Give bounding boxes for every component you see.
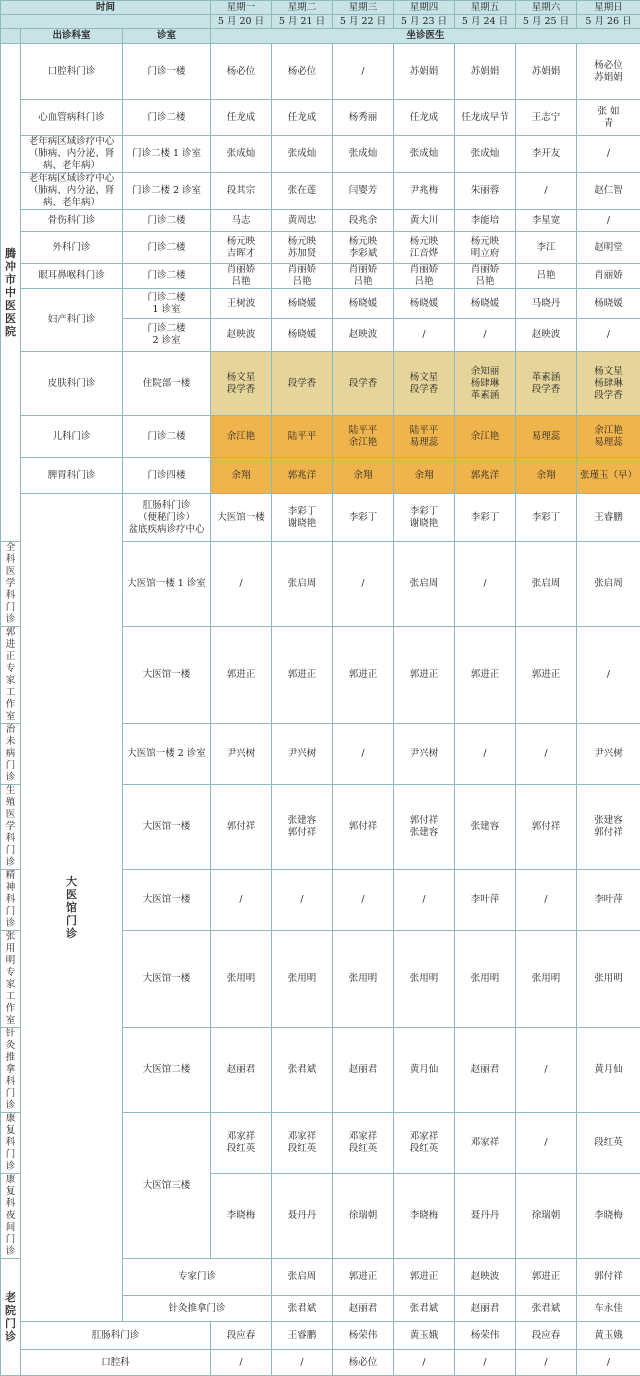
dept-cell: 骨伤科门诊 bbox=[21, 210, 123, 232]
doctor-cell: 黄月仙 bbox=[394, 1028, 455, 1113]
doctor-cell: 余江艳 bbox=[455, 416, 516, 458]
doctor-cell: 尹兴树 bbox=[394, 724, 455, 785]
doctor-cell: 邓家祥 段红英 bbox=[272, 1113, 333, 1174]
doctor-cell: / bbox=[211, 542, 272, 627]
doctor-column-header: 坐诊医生 bbox=[211, 29, 640, 44]
room-cell: 门诊一楼 bbox=[123, 44, 211, 100]
doctor-cell: 李叶萍 bbox=[577, 870, 640, 931]
dept-cell: 专家门诊 bbox=[123, 1259, 272, 1296]
doctor-cell: 张君斌 bbox=[516, 1296, 577, 1322]
doctor-cell: 肖丽娇 吕艳 bbox=[333, 264, 394, 289]
doctor-cell: / bbox=[333, 724, 394, 785]
schedule-row bbox=[1, 44, 640, 100]
doctor-cell: 赵丽君 bbox=[333, 1296, 394, 1322]
dept-cell: 郭进正专家工作室 bbox=[1, 627, 21, 724]
doctor-cell: 马志 bbox=[211, 210, 272, 232]
doctor-cell: 杨晓媛 bbox=[272, 289, 333, 319]
doctor-cell: 尹兴树 bbox=[577, 724, 640, 785]
doctor-cell: / bbox=[516, 1350, 577, 1376]
group-label-text: 腾冲市中医医院 bbox=[5, 247, 17, 338]
doctor-cell: 马晓丹 bbox=[516, 289, 577, 319]
doctor-cell: 李开友 bbox=[516, 136, 577, 173]
room-cell: 门诊二楼 1 诊室 bbox=[123, 136, 211, 173]
doctor-cell: 余翔 bbox=[333, 458, 394, 494]
doctor-cell: 苏娟娟 bbox=[455, 44, 516, 100]
doctor-cell: 黄大川 bbox=[394, 210, 455, 232]
group-label-text: 老院门诊 bbox=[5, 1291, 17, 1343]
doctor-cell: 张用明 bbox=[394, 931, 455, 1028]
schedule-row bbox=[1, 232, 640, 264]
doctor-cell: 朱丽蓉 bbox=[455, 173, 516, 210]
dept-cell: 心血管病科门诊 bbox=[21, 100, 123, 136]
doctor-cell: 黄玉娥 bbox=[577, 1322, 640, 1350]
doctor-cell: 余知丽 杨肆琳 革素涵 bbox=[455, 352, 516, 416]
doctor-cell: 余江艳 bbox=[211, 416, 272, 458]
doctor-cell: 杨元映 苏加贤 bbox=[272, 232, 333, 264]
doctor-cell: 肖丽娇 吕艳 bbox=[455, 264, 516, 289]
doctor-cell: 黄周忠 bbox=[272, 210, 333, 232]
header-blank bbox=[1, 15, 211, 29]
dept-cell: 针灸推拿科门诊 bbox=[1, 1028, 21, 1113]
doctor-cell: 张启周 bbox=[272, 1259, 333, 1296]
doctor-cell: 王睿鹏 bbox=[577, 494, 640, 542]
doctor-cell: / bbox=[577, 1350, 640, 1376]
doctor-cell: 张君斌 bbox=[272, 1028, 333, 1113]
doctor-cell: 张成灿 bbox=[394, 136, 455, 173]
doctor-cell: 苏娟娟 bbox=[516, 44, 577, 100]
doctor-cell: 段应春 bbox=[516, 1322, 577, 1350]
dept-cell: 肛肠科门诊 bbox=[21, 1322, 211, 1350]
day-name-5: 星期五 bbox=[455, 1, 516, 15]
doctor-cell: 张启周 bbox=[394, 542, 455, 627]
doctor-cell: / bbox=[516, 1113, 577, 1174]
dept-cell: 老年病区域诊疗中心 （肺病、内分泌、肾病、老年病） bbox=[21, 173, 123, 210]
room-cell: 大医馆二楼 bbox=[123, 1028, 211, 1113]
doctor-cell: 段其宗 bbox=[211, 173, 272, 210]
schedule-row bbox=[1, 1322, 640, 1350]
group-label bbox=[1, 44, 21, 542]
room-cell: 门诊二楼 2 诊室 bbox=[123, 173, 211, 210]
doctor-cell: 郭进正 bbox=[272, 627, 333, 724]
doctor-cell: / bbox=[455, 319, 516, 352]
day-date-2: 5 月 21 日 bbox=[272, 15, 333, 29]
doctor-cell: 李叶萍 bbox=[455, 870, 516, 931]
doctor-cell: 段兆余 bbox=[333, 210, 394, 232]
doctor-cell: 任龙成 bbox=[394, 100, 455, 136]
doctor-cell: 张成灿 bbox=[455, 136, 516, 173]
doctor-cell: 李彩丁 谢晓艳 bbox=[394, 494, 455, 542]
schedule-row bbox=[1, 416, 640, 458]
doctor-cell: / bbox=[211, 1350, 272, 1376]
room-cell: 门诊二楼 bbox=[123, 210, 211, 232]
group-label bbox=[21, 494, 123, 1322]
doctor-cell: 张用明 bbox=[577, 931, 640, 1028]
dept-cell: 皮肤科门诊 bbox=[21, 352, 123, 416]
doctor-cell: 徐瑞朝 bbox=[516, 1174, 577, 1259]
doctor-cell: 陆平平 余江艳 bbox=[333, 416, 394, 458]
doctor-cell: 余翔 bbox=[516, 458, 577, 494]
doctor-cell: 赵丽君 bbox=[455, 1296, 516, 1322]
doctor-cell: 张用明 bbox=[455, 931, 516, 1028]
doctor-cell: 段学香 bbox=[333, 352, 394, 416]
room-cell: 门诊四楼 bbox=[123, 458, 211, 494]
doctor-cell: 聂丹丹 bbox=[272, 1174, 333, 1259]
doctor-cell: / bbox=[333, 870, 394, 931]
room-cell: 门诊二楼 bbox=[123, 264, 211, 289]
doctor-cell: / bbox=[577, 319, 640, 352]
doctor-cell: 郭付祥 bbox=[577, 1259, 640, 1296]
room-cell: 大医馆一楼 bbox=[123, 785, 211, 870]
doctor-cell: 苏娟娟 bbox=[394, 44, 455, 100]
doctor-cell: 段红英 bbox=[577, 1113, 640, 1174]
day-date-4: 5 月 23 日 bbox=[394, 15, 455, 29]
day-name-6: 星期六 bbox=[516, 1, 577, 15]
schedule-row bbox=[1, 210, 640, 232]
doctor-cell: 张在莲 bbox=[272, 173, 333, 210]
doctor-cell: 郭进正 bbox=[516, 1259, 577, 1296]
header-days-row bbox=[1, 1, 640, 15]
day-name-4: 星期四 bbox=[394, 1, 455, 15]
doctor-cell: / bbox=[455, 542, 516, 627]
room-cell: 大医馆一楼 bbox=[123, 870, 211, 931]
day-name-3: 星期三 bbox=[333, 1, 394, 15]
doctor-cell: 杨晓媛 bbox=[272, 319, 333, 352]
doctor-cell: 张瑾玉（早） bbox=[577, 458, 640, 494]
room-cell: 大医馆一楼 bbox=[123, 931, 211, 1028]
dept-cell: 康复科夜间门诊 bbox=[1, 1174, 21, 1259]
room-cell: 门诊二楼 bbox=[123, 232, 211, 264]
dept-cell: 生殖医学科门诊 bbox=[1, 785, 21, 870]
doctor-cell: 杨必位 苏娟娟 bbox=[577, 44, 640, 100]
schedule-row bbox=[1, 100, 640, 136]
doctor-cell: 肖丽娇 bbox=[577, 264, 640, 289]
doctor-cell: 赵丽君 bbox=[333, 1028, 394, 1113]
dept-cell: 针灸推拿门诊 bbox=[123, 1296, 272, 1322]
doctor-cell: 车永佳 bbox=[577, 1296, 640, 1322]
doctor-cell: 尹兴树 bbox=[211, 724, 272, 785]
doctor-cell: 李江 bbox=[516, 232, 577, 264]
dept-cell: 眼耳鼻喉科门诊 bbox=[21, 264, 123, 289]
schedule-row bbox=[1, 136, 640, 173]
doctor-cell: 郭兆洋 bbox=[455, 458, 516, 494]
doctor-cell: 郭付祥 bbox=[211, 785, 272, 870]
doctor-cell: / bbox=[272, 1350, 333, 1376]
dept-cell: 脾胃科门诊 bbox=[21, 458, 123, 494]
day-name-1: 星期一 bbox=[211, 1, 272, 15]
doctor-cell: 闫婴芳 bbox=[333, 173, 394, 210]
room-cell: 大医馆一楼 bbox=[123, 627, 211, 724]
dept-cell: 口腔科门诊 bbox=[21, 44, 123, 100]
doctor-cell: 余翔 bbox=[211, 458, 272, 494]
group-label bbox=[1, 1259, 21, 1376]
doctor-cell: 陆平平 易理蕊 bbox=[394, 416, 455, 458]
doctor-cell: 张用明 bbox=[272, 931, 333, 1028]
dept-column-header: 出诊科室 bbox=[21, 29, 123, 44]
doctor-cell: / bbox=[516, 1028, 577, 1113]
doctor-cell: / bbox=[516, 173, 577, 210]
doctor-cell: / bbox=[516, 870, 577, 931]
doctor-cell: 郭付祥 bbox=[333, 785, 394, 870]
doctor-cell: / bbox=[394, 319, 455, 352]
day-date-1: 5 月 20 日 bbox=[211, 15, 272, 29]
doctor-cell: 段应春 bbox=[211, 1322, 272, 1350]
room-column-header: 诊室 bbox=[123, 29, 211, 44]
doctor-cell: 邓家祥 bbox=[455, 1113, 516, 1174]
doctor-cell: 郭付祥 张建容 bbox=[394, 785, 455, 870]
doctor-cell: 张建容 bbox=[455, 785, 516, 870]
dept-cell: 口腔科 bbox=[21, 1350, 211, 1376]
doctor-cell: 赵仁智 bbox=[577, 173, 640, 210]
doctor-cell: 余江艳 易理蕊 bbox=[577, 416, 640, 458]
doctor-cell: 张成灿 bbox=[333, 136, 394, 173]
doctor-cell: / bbox=[333, 542, 394, 627]
doctor-cell: 杨秀丽 bbox=[333, 100, 394, 136]
doctor-cell: 邓家祥 段红英 bbox=[333, 1113, 394, 1174]
schedule-row bbox=[1, 264, 640, 289]
dept-cell: 张用明专家工作室 bbox=[1, 931, 21, 1028]
schedule-row bbox=[1, 289, 640, 319]
doctor-cell: 张启周 bbox=[272, 542, 333, 627]
doctor-cell: 肖丽娇 吕艳 bbox=[272, 264, 333, 289]
dept-cell: 精神科门诊 bbox=[1, 870, 21, 931]
doctor-cell: 李能培 bbox=[455, 210, 516, 232]
schedule-row bbox=[1, 173, 640, 210]
doctor-cell: 张用明 bbox=[333, 931, 394, 1028]
dept-cell: 肛肠科门诊 （便秘门诊） 盆底疾病诊疗中心 bbox=[123, 494, 211, 542]
doctor-cell: 郭进正 bbox=[394, 1259, 455, 1296]
doctor-cell: 李晓梅 bbox=[577, 1174, 640, 1259]
dept-cell: 老年病区域诊疗中心 （肺病、内分泌、肾病、老年病） bbox=[21, 136, 123, 173]
day-name-2: 星期二 bbox=[272, 1, 333, 15]
room-cell: 大医馆三楼 bbox=[123, 1113, 211, 1259]
doctor-cell: 王睿鹏 bbox=[272, 1322, 333, 1350]
doctor-cell: / bbox=[455, 1350, 516, 1376]
doctor-cell: 余翔 bbox=[394, 458, 455, 494]
doctor-cell: 段学香 bbox=[272, 352, 333, 416]
doctor-cell: 邓家祥 段红英 bbox=[211, 1113, 272, 1174]
schedule-row bbox=[1, 1350, 640, 1376]
doctor-cell: 赵映波 bbox=[516, 319, 577, 352]
doctor-cell: 尹兆梅 bbox=[394, 173, 455, 210]
doctor-cell: 张用明 bbox=[516, 931, 577, 1028]
doctor-cell: / bbox=[577, 210, 640, 232]
doctor-cell: 杨荣伟 bbox=[333, 1322, 394, 1350]
doctor-cell: 郭进正 bbox=[394, 627, 455, 724]
doctor-cell: 邓家祥 段红英 bbox=[394, 1113, 455, 1174]
header-columns-row bbox=[1, 29, 640, 44]
doctor-cell: 肖丽娇 吕艳 bbox=[394, 264, 455, 289]
room-cell: 大医馆一楼 1 诊室 bbox=[123, 542, 211, 627]
day-date-5: 5 月 24 日 bbox=[455, 15, 516, 29]
doctor-cell: 张建容 郭付祥 bbox=[272, 785, 333, 870]
doctor-cell: 王树波 bbox=[211, 289, 272, 319]
schedule-row bbox=[1, 494, 640, 542]
doctor-cell: 郭进正 bbox=[211, 627, 272, 724]
doctor-cell: 杨晓媛 bbox=[333, 289, 394, 319]
doctor-cell: 杨元映 李彩斌 bbox=[333, 232, 394, 264]
doctor-cell: / bbox=[394, 870, 455, 931]
room-cell: 大医馆一楼 bbox=[211, 494, 272, 542]
doctor-cell: 张建容 郭付祥 bbox=[577, 785, 640, 870]
doctor-cell: 张用明 bbox=[211, 931, 272, 1028]
doctor-cell: / bbox=[455, 724, 516, 785]
room-cell: 门诊二楼 bbox=[123, 100, 211, 136]
doctor-cell: / bbox=[272, 870, 333, 931]
doctor-cell: 赵丽君 bbox=[211, 1028, 272, 1113]
doctor-cell: 李晓梅 bbox=[394, 1174, 455, 1259]
doctor-cell: 杨文星 杨肆琳 段学香 bbox=[577, 352, 640, 416]
room-cell: 门诊二楼 2 诊室 bbox=[123, 319, 211, 352]
doctor-cell: 徐瑞朝 bbox=[333, 1174, 394, 1259]
doctor-cell: 王志宁 bbox=[516, 100, 577, 136]
schedule-row bbox=[1, 458, 640, 494]
doctor-cell: 杨晓媛 bbox=[394, 289, 455, 319]
room-cell: 住院部一楼 bbox=[123, 352, 211, 416]
doctor-cell: 杨晓媛 bbox=[455, 289, 516, 319]
doctor-cell: 李彩丁 bbox=[516, 494, 577, 542]
room-cell: 门诊二楼 bbox=[123, 416, 211, 458]
day-date-6: 5 月 25 日 bbox=[516, 15, 577, 29]
doctor-cell: 杨元映 明立府 bbox=[455, 232, 516, 264]
doctor-cell: / bbox=[333, 44, 394, 100]
doctor-cell: 杨元映 江音烨 bbox=[394, 232, 455, 264]
doctor-cell: 郭进正 bbox=[333, 627, 394, 724]
doctor-cell: 张启周 bbox=[577, 542, 640, 627]
doctor-cell: / bbox=[577, 136, 640, 173]
day-date-7: 5 月 26 日 bbox=[577, 15, 640, 29]
doctor-cell: 肖丽娇 吕艳 bbox=[211, 264, 272, 289]
doctor-cell: 张君斌 bbox=[394, 1296, 455, 1322]
doctor-cell: 任龙成 bbox=[272, 100, 333, 136]
doctor-cell: 黄月仙 bbox=[577, 1028, 640, 1113]
doctor-cell: 吕艳 bbox=[516, 264, 577, 289]
doctor-cell: 聂丹丹 bbox=[455, 1174, 516, 1259]
doctor-cell: 陆平平 bbox=[272, 416, 333, 458]
schedule-row bbox=[1, 352, 640, 416]
doctor-cell: 李彩丁 bbox=[455, 494, 516, 542]
doctor-cell: 郭兆洋 bbox=[272, 458, 333, 494]
doctor-cell: / bbox=[577, 627, 640, 724]
doctor-cell: 尹兴树 bbox=[272, 724, 333, 785]
doctor-cell: 杨文星 段学香 bbox=[211, 352, 272, 416]
day-date-3: 5 月 22 日 bbox=[333, 15, 394, 29]
doctor-cell: 李彩丁 谢晓艳 bbox=[272, 494, 333, 542]
doctor-cell: 杨荣伟 bbox=[455, 1322, 516, 1350]
dept-cell: 妇产科门诊 bbox=[21, 289, 123, 352]
doctor-cell: 杨必位 bbox=[211, 44, 272, 100]
doctor-cell: 张成灿 bbox=[211, 136, 272, 173]
doctor-cell: / bbox=[211, 870, 272, 931]
doctor-cell: 任龙成早节 bbox=[455, 100, 516, 136]
doctor-cell: 赵映波 bbox=[333, 319, 394, 352]
header-dates-row bbox=[1, 15, 640, 29]
doctor-cell: 杨晓媛 bbox=[577, 289, 640, 319]
doctor-cell: 张君斌 bbox=[272, 1296, 333, 1322]
dept-cell: 康复科门诊 bbox=[1, 1113, 21, 1174]
doctor-cell: 张成灿 bbox=[272, 136, 333, 173]
dept-cell: 全科医学科门诊 bbox=[1, 542, 21, 627]
doctor-cell: 郭进正 bbox=[333, 1259, 394, 1296]
dept-cell: 治未病门诊 bbox=[1, 724, 21, 785]
room-cell: 门诊二楼 1 诊室 bbox=[123, 289, 211, 319]
doctor-cell: 革素涵 段学香 bbox=[516, 352, 577, 416]
room-cell: 大医馆一楼 2 诊室 bbox=[123, 724, 211, 785]
header-corner bbox=[1, 29, 21, 44]
doctor-cell: 赵明堂 bbox=[577, 232, 640, 264]
doctor-cell: / bbox=[394, 1350, 455, 1376]
doctor-cell: 张 如 青 bbox=[577, 100, 640, 136]
doctor-cell: 李星宽 bbox=[516, 210, 577, 232]
group-label-text: 大医馆门诊 bbox=[66, 875, 78, 940]
day-name-7: 星期日 bbox=[577, 1, 640, 15]
doctor-cell: 郭进正 bbox=[516, 627, 577, 724]
time-label: 时间 bbox=[1, 1, 211, 15]
dept-cell: 儿科门诊 bbox=[21, 416, 123, 458]
doctor-cell: 赵映波 bbox=[455, 1259, 516, 1296]
doctor-cell: 杨文星 段学香 bbox=[394, 352, 455, 416]
doctor-cell: 赵丽君 bbox=[455, 1028, 516, 1113]
doctor-cell: 易理蕊 bbox=[516, 416, 577, 458]
doctor-cell: 郭进正 bbox=[455, 627, 516, 724]
doctor-cell: 杨元映 吉晖才 bbox=[211, 232, 272, 264]
doctor-cell: 郭付祥 bbox=[516, 785, 577, 870]
doctor-cell: 任龙成 bbox=[211, 100, 272, 136]
doctor-cell: 黄玉娥 bbox=[394, 1322, 455, 1350]
doctor-cell: 杨必位 bbox=[333, 1350, 394, 1376]
doctor-cell: 李晓梅 bbox=[211, 1174, 272, 1259]
dept-cell: 外科门诊 bbox=[21, 232, 123, 264]
doctor-cell: / bbox=[516, 724, 577, 785]
doctor-cell: 赵映波 bbox=[211, 319, 272, 352]
doctor-cell: 杨必位 bbox=[272, 44, 333, 100]
doctor-cell: 张启周 bbox=[516, 542, 577, 627]
doctor-cell: 李彩丁 bbox=[333, 494, 394, 542]
